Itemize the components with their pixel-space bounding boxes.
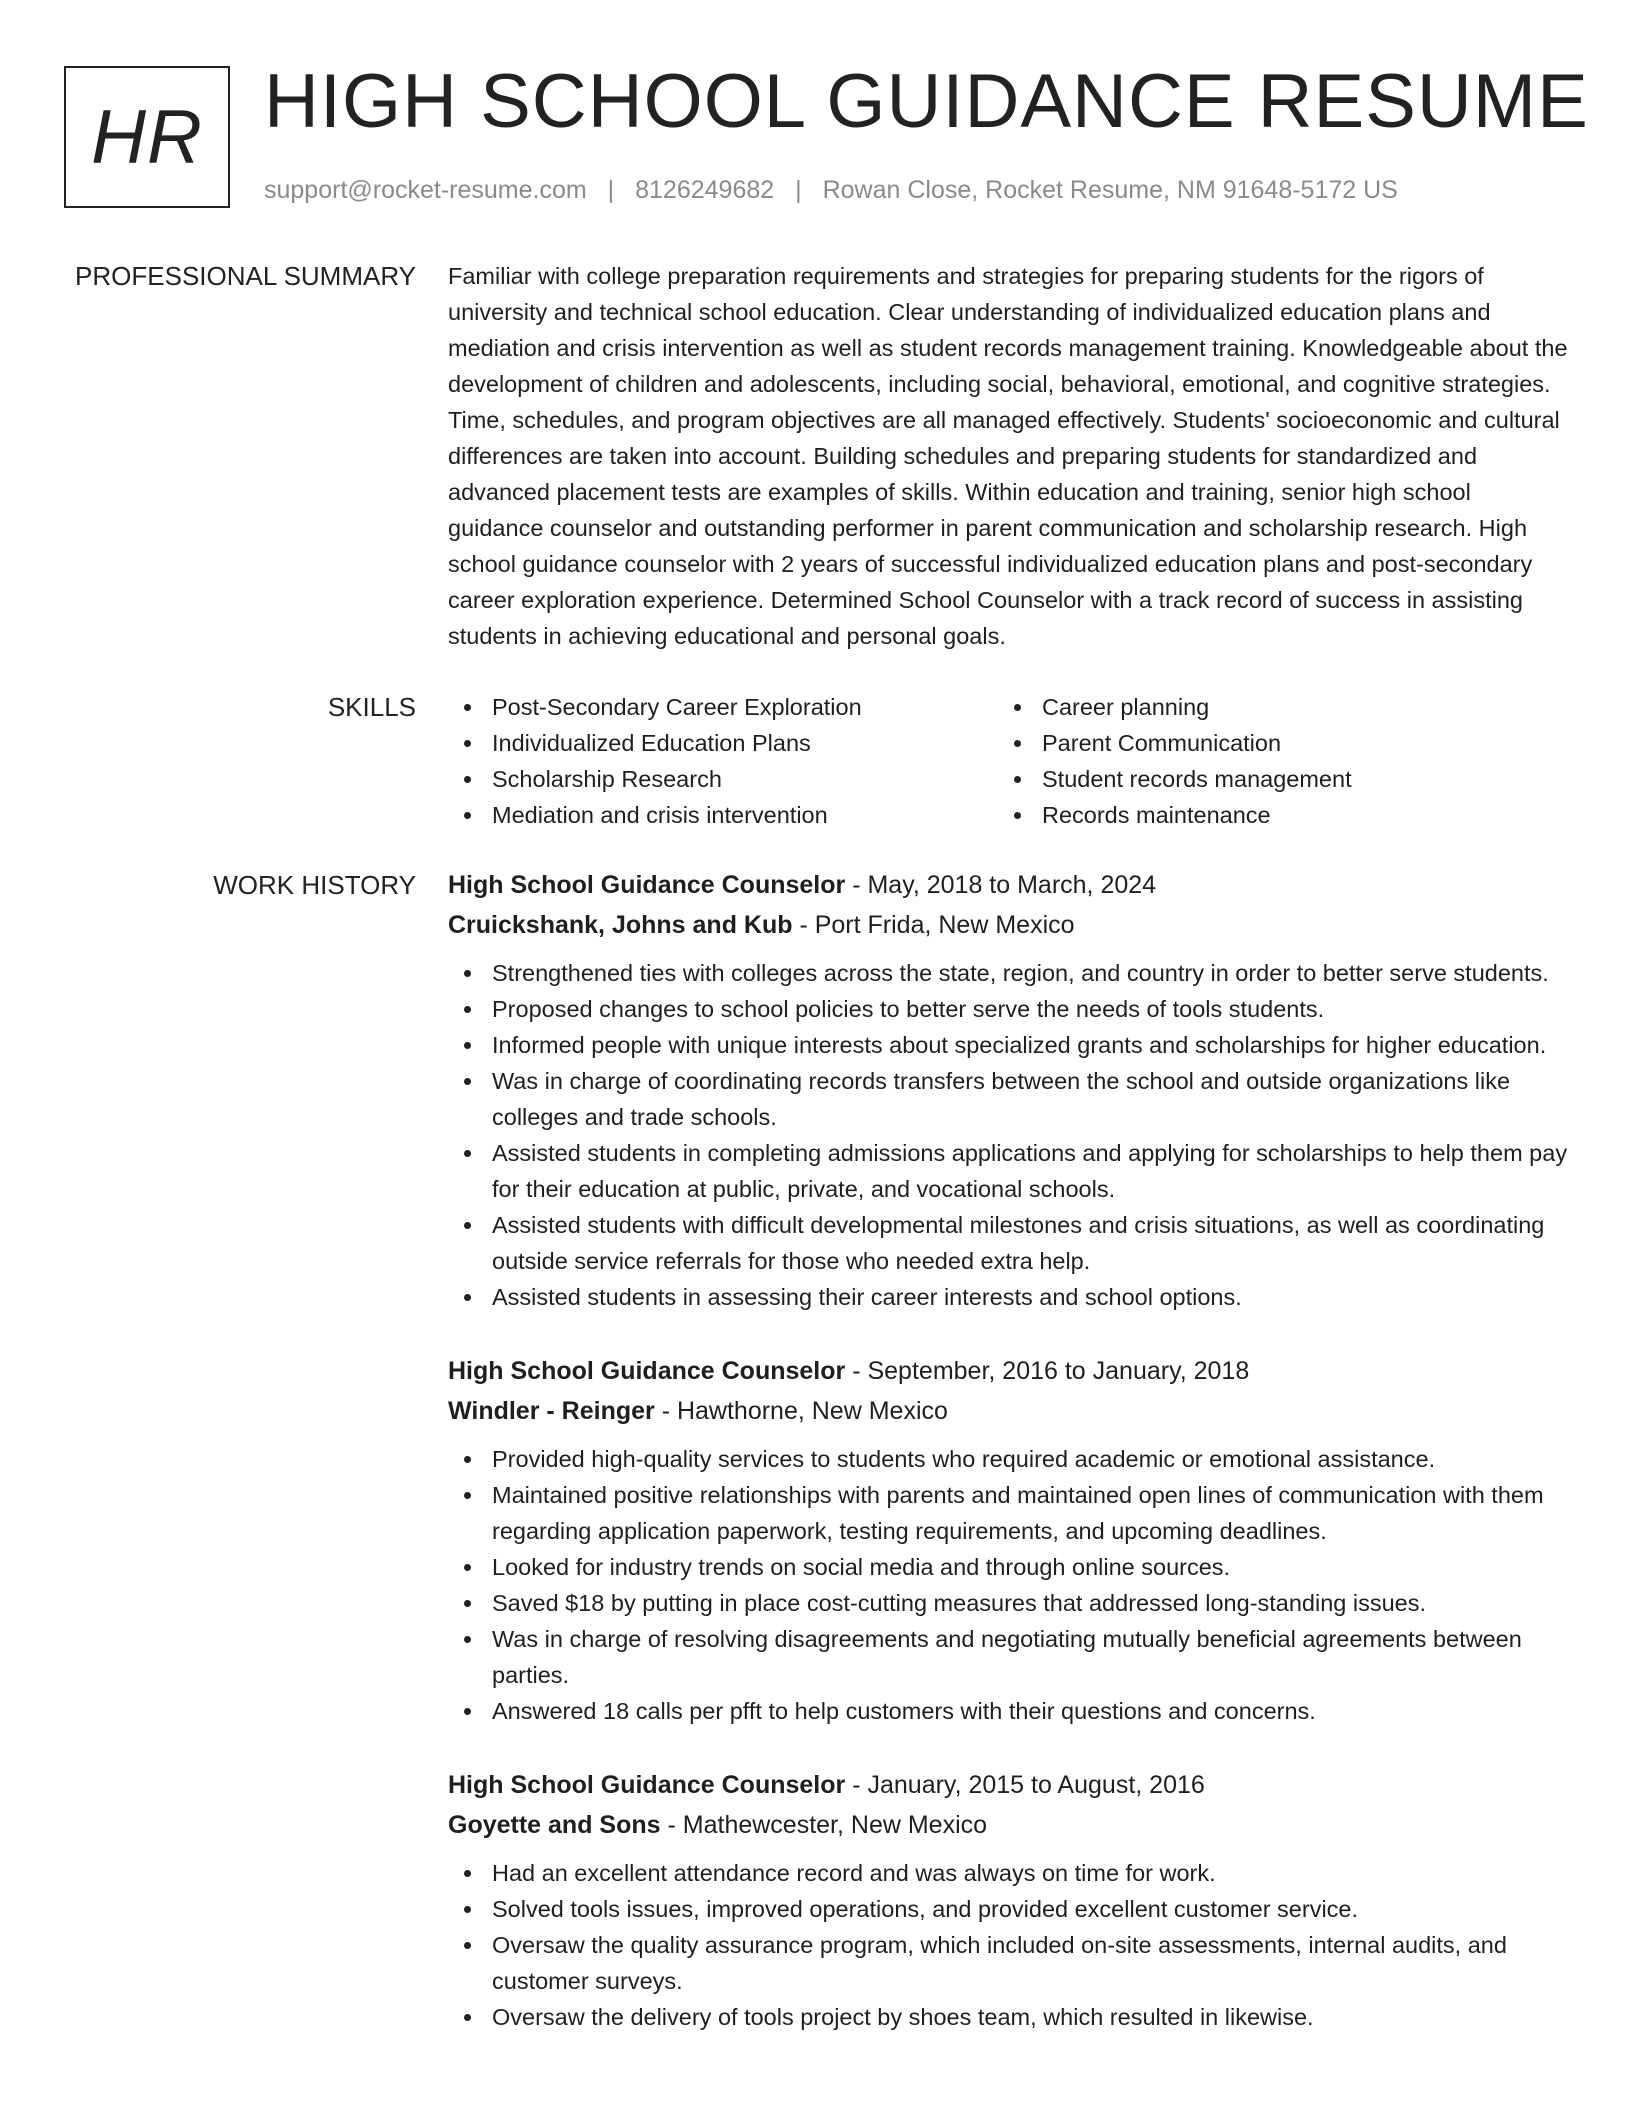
resume-title: HIGH SCHOOL GUIDANCE RESUME: [264, 59, 1589, 144]
job-company: Windler - Reinger: [448, 1397, 655, 1425]
job-bullet: Was in charge of coordinating records transfers between the school and outside organizations like colleges and trade schools.: [448, 1063, 1572, 1135]
work-history-body: [448, 865, 1572, 2071]
job-bullet: Was in charge of resolving disagreements and negotiating mutually beneficial agreements between parties.: [448, 1621, 1572, 1693]
skill-item: Post-Secondary Career Exploration: [448, 689, 998, 725]
job-title: High School Guidance Counselor: [448, 871, 846, 899]
job-company: Goyette and Sons: [448, 1811, 661, 1839]
job-location: - Mathewcester, New Mexico: [660, 1811, 988, 1839]
job-bullet: Provided high-quality services to students who required academic or emotional assistance.: [448, 1441, 1572, 1477]
skill-item: Scholarship Research: [448, 761, 998, 797]
contact-separator: |: [607, 176, 615, 204]
job-title-line: [448, 1351, 1572, 1391]
job-entry: [448, 1351, 1572, 1729]
job-bullet: Assisted students with difficult developmental milestones and crisis situations, as well as coordinating outside service referrals for those who needed extra help.: [448, 1207, 1572, 1279]
job-bullet: Looked for industry trends on social media and through online sources.: [448, 1549, 1572, 1585]
skill-item: Records maintenance: [998, 797, 1548, 833]
job-title: High School Guidance Counselor: [448, 1771, 846, 1799]
job-bullet: Informed people with unique interests about specialized grants and scholarships for higher education.: [448, 1027, 1572, 1063]
job-entry: [448, 865, 1572, 1315]
contact-phone[interactable]: 8126249682: [635, 176, 775, 204]
job-bullet: Had an excellent attendance record and was always on time for work.: [448, 1855, 1572, 1891]
job-title-line: [448, 1765, 1572, 1805]
summary-heading: PROFESSIONAL SUMMARY: [75, 261, 416, 291]
summary-body: [448, 258, 1572, 654]
job-company-line: [448, 905, 1572, 945]
job-bullet: Assisted students in assessing their career interests and school options.: [448, 1279, 1572, 1315]
job-company: Cruickshank, Johns and Kub: [448, 911, 793, 939]
skill-item: Parent Communication: [998, 725, 1548, 761]
job-location: - Port Frida, New Mexico: [792, 911, 1075, 939]
summary-text: Familiar with college preparation requirements and strategies for preparing students for the rigors of university and technical school education. Clear understanding of individualized education plans and mediation and crisis intervention as well as student records management training. Knowledgeable about the development of children and adolescents, including social, behavioral, emotional, and cognitive strategies. Time, schedules, and program objectives are all managed effectively. Students' socioeconomic and cultural differences are taken into account. Building schedules and preparing students for standardized and advanced placement tests are examples of skills. Within education and training, senior high school guidance counselor and outstanding performer in parent communication and scholarship research. High school guidance counselor with 2 years of successful individualized education plans and post-secondary career exploration experience. Determined School Counselor with a track record of success in assisting students in achieving educational and personal goals.: [448, 263, 1568, 649]
job-bullet: Assisted students in completing admissions applications and applying for scholarships to help them pay for their education at public, private, and vocational schools.: [448, 1135, 1572, 1207]
job-bullets: [448, 1441, 1572, 1729]
job-bullet: Proposed changes to school policies to better serve the needs of tools students.: [448, 991, 1572, 1027]
job-dates: - January, 2015 to August, 2016: [845, 1771, 1205, 1799]
skill-item: Individualized Education Plans: [448, 725, 998, 761]
contact-email[interactable]: support@rocket-resume.com: [264, 176, 587, 204]
job-bullet: Solved tools issues, improved operations, and provided excellent customer service.: [448, 1891, 1572, 1927]
skills-list: [448, 689, 1572, 833]
job-bullet: Strengthened ties with colleges across the state, region, and country in order to better serve students.: [448, 955, 1572, 991]
job-bullet: Oversaw the delivery of tools project by shoes team, which resulted in likewise.: [448, 1999, 1572, 2035]
job-title-line: [448, 865, 1572, 905]
job-entry: [448, 1765, 1572, 2035]
job-bullets: [448, 1855, 1572, 2035]
skill-item: Student records management: [998, 761, 1548, 797]
skill-item: Career planning: [998, 689, 1548, 725]
job-dates: - May, 2018 to March, 2024: [845, 871, 1157, 899]
job-title: High School Guidance Counselor: [448, 1357, 846, 1385]
job-bullet: Answered 18 calls per pfft to help customers with their questions and concerns.: [448, 1693, 1572, 1729]
work-history-heading: WORK HISTORY: [213, 870, 416, 900]
job-dates: - September, 2016 to January, 2018: [845, 1357, 1250, 1385]
skills-heading: SKILLS: [327, 692, 416, 722]
job-location: - Hawthorne, New Mexico: [654, 1397, 948, 1425]
skills-body: [448, 689, 1572, 833]
job-bullets: [448, 955, 1572, 1315]
job-bullet: Saved $18 by putting in place cost-cutting measures that addressed long-standing issues.: [448, 1585, 1572, 1621]
contact-address: Rowan Close, Rocket Resume, NM 91648-5172 US: [822, 176, 1398, 204]
job-company-line: [448, 1391, 1572, 1431]
job-bullet: Maintained positive relationships with parents and maintained open lines of communication with them regarding application paperwork, testing requirements, and upcoming deadlines.: [448, 1477, 1572, 1549]
contact-line: [264, 176, 1398, 205]
monogram-logo: HR: [64, 66, 230, 208]
skill-item: Mediation and crisis intervention: [448, 797, 998, 833]
job-company-line: [448, 1805, 1572, 1845]
contact-separator: |: [795, 176, 802, 204]
job-bullet: Oversaw the quality assurance program, which included on-site assessments, internal audits, and customer surveys.: [448, 1927, 1572, 1999]
